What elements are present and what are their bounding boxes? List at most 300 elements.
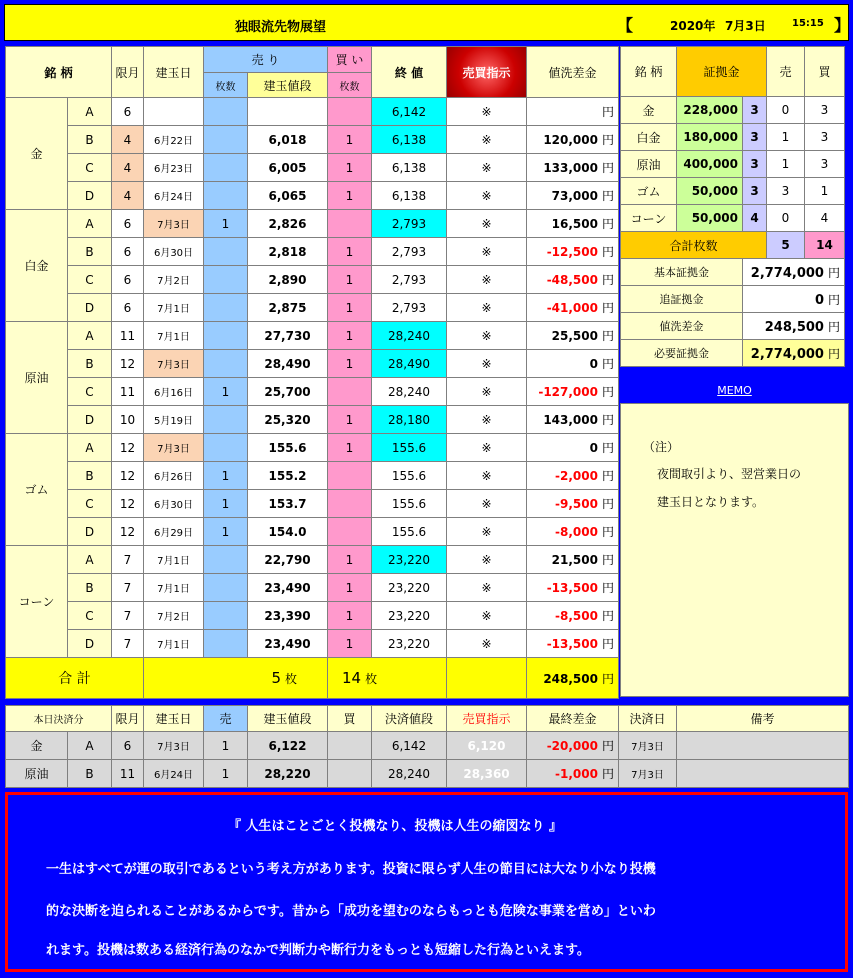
summary-value-unit: 円	[827, 319, 840, 334]
total-row	[6, 658, 619, 699]
summary-value-unit: 円	[827, 292, 840, 307]
row-buy-count: 1	[328, 266, 372, 294]
row-sign: ※	[447, 182, 527, 210]
row-sign: ※	[447, 154, 527, 182]
row-diff	[527, 378, 619, 406]
row-sell-count	[204, 154, 248, 182]
row-month: 12	[112, 490, 144, 518]
margin-total-buy: 14	[805, 232, 845, 259]
row-diff-unit: 円	[601, 357, 614, 371]
margin-sell: 0	[767, 97, 805, 124]
settle-buy	[328, 760, 372, 788]
header-neaarai-sakin: 値洗差金	[527, 47, 619, 98]
settle-header-gengetsu: 限月	[112, 706, 144, 732]
margin-amount: 180,000	[677, 124, 743, 151]
row-diff-unit: 円	[601, 105, 614, 119]
position-row	[6, 294, 619, 322]
row-month: 6	[112, 294, 144, 322]
row-buy-count: 1	[328, 182, 372, 210]
row-sell-count	[204, 406, 248, 434]
row-diff-value: 0	[589, 357, 598, 371]
row-date: 6月16日	[144, 378, 204, 406]
row-close: 6,138	[372, 154, 447, 182]
position-row	[6, 434, 619, 462]
row-letter: B	[68, 350, 112, 378]
row-date: 7月2日	[144, 602, 204, 630]
settle-settle-price: 28,240	[372, 760, 447, 788]
row-sign: ※	[447, 126, 527, 154]
row-close: 2,793	[372, 266, 447, 294]
row-month: 6	[112, 238, 144, 266]
title-bar	[4, 4, 849, 41]
margin-summary-row	[621, 286, 845, 313]
row-sign: ※	[447, 98, 527, 126]
row-diff	[527, 462, 619, 490]
margin-buy: 1	[805, 178, 845, 205]
position-row	[6, 602, 619, 630]
row-date: 7月3日	[144, 350, 204, 378]
settle-header-saishu-sakin: 最終差金	[527, 706, 619, 732]
row-month: 12	[112, 350, 144, 378]
row-price: 23,490	[248, 574, 328, 602]
total-buy	[328, 658, 447, 699]
commodity-name: コーン	[6, 546, 68, 658]
date-day: 7月3日	[725, 19, 766, 33]
settle-header-uri: 売	[204, 706, 248, 732]
row-letter: B	[68, 238, 112, 266]
margin-total-sell: 5	[767, 232, 805, 259]
margin-header-kai: 買	[805, 47, 845, 97]
position-row	[6, 98, 619, 126]
memo-line-1: 夜間取引より、翌営業日の	[657, 467, 802, 481]
margin-name: 金	[621, 97, 677, 124]
row-diff-value: 0	[589, 441, 598, 455]
settle-name: 原油	[6, 760, 68, 788]
margin-buy: 3	[805, 97, 845, 124]
margin-buy: 3	[805, 151, 845, 178]
settle-sell: 1	[204, 732, 248, 760]
row-diff	[527, 98, 619, 126]
margin-name: 原油	[621, 151, 677, 178]
row-month: 12	[112, 462, 144, 490]
row-sign: ※	[447, 322, 527, 350]
row-letter: A	[68, 546, 112, 574]
row-diff-value: -127,000	[538, 385, 598, 399]
row-date: 6月26日	[144, 462, 204, 490]
settle-name: 金	[6, 732, 68, 760]
margin-amount: 50,000	[677, 178, 743, 205]
row-price: 22,790	[248, 546, 328, 574]
row-price: 28,490	[248, 350, 328, 378]
settle-sdate: 7月3日	[619, 760, 677, 788]
header-kai: 買 い	[328, 47, 372, 73]
summary-label: 追証拠金	[621, 286, 743, 313]
row-diff-value: 73,000	[551, 189, 598, 203]
settle-header-kessai-bi: 決済日	[619, 706, 677, 732]
row-diff-value: -8,000	[555, 525, 598, 539]
row-sign: ※	[447, 238, 527, 266]
row-letter: C	[68, 154, 112, 182]
row-diff-unit: 円	[601, 553, 614, 567]
summary-value-unit: 円	[827, 346, 840, 361]
margin-total-label: 合計枚数	[621, 232, 767, 259]
row-month: 6	[112, 98, 144, 126]
margin-n: 4	[743, 205, 767, 232]
quote-line-3: れます。投機は数ある経済行為のなかで判断力や断行力をもっとも短縮した行為といえます。	[46, 943, 590, 958]
position-row	[6, 406, 619, 434]
row-sign: ※	[447, 350, 527, 378]
row-price: 6,005	[248, 154, 328, 182]
row-diff-unit: 円	[601, 637, 614, 651]
row-close: 2,793	[372, 294, 447, 322]
row-price: 153.7	[248, 490, 328, 518]
row-date: 7月1日	[144, 546, 204, 574]
row-month: 4	[112, 154, 144, 182]
settle-price: 6,122	[248, 732, 328, 760]
row-date: 7月2日	[144, 266, 204, 294]
row-sell-count: 1	[204, 210, 248, 238]
memo-link[interactable]: MEMO	[620, 381, 849, 401]
row-close: 28,180	[372, 406, 447, 434]
row-sign: ※	[447, 462, 527, 490]
total-buy-value: 14	[342, 669, 362, 687]
summary-value-number: 248,500	[764, 319, 824, 335]
row-sell-count: 1	[204, 490, 248, 518]
position-row	[6, 322, 619, 350]
row-diff-unit: 円	[601, 581, 614, 595]
row-letter: D	[68, 182, 112, 210]
row-sell-count: 1	[204, 462, 248, 490]
margin-amount: 228,000	[677, 97, 743, 124]
row-close: 155.6	[372, 518, 447, 546]
row-sign: ※	[447, 434, 527, 462]
row-price: 155.2	[248, 462, 328, 490]
row-close: 2,793	[372, 210, 447, 238]
row-letter: C	[68, 378, 112, 406]
row-diff-value: -9,500	[555, 497, 598, 511]
summary-label: 必要証拠金	[621, 340, 743, 367]
position-row	[6, 210, 619, 238]
row-diff-value: 25,500	[551, 329, 598, 343]
row-sell-count	[204, 294, 248, 322]
row-diff	[527, 182, 619, 210]
header-tatedama-nedan: 建玉値段	[248, 73, 328, 98]
row-diff-value: 120,000	[543, 133, 598, 147]
row-letter: B	[68, 574, 112, 602]
position-row	[6, 266, 619, 294]
row-diff-value: 143,000	[543, 413, 598, 427]
position-row	[6, 126, 619, 154]
position-row	[6, 154, 619, 182]
settlement-row	[6, 732, 849, 760]
row-buy-count: 1	[328, 238, 372, 266]
header-tatedama-bi: 建玉日	[144, 47, 204, 98]
settlement-row	[6, 760, 849, 788]
margin-summary-row	[621, 340, 845, 367]
summary-value-number: 2,774,000	[750, 346, 824, 362]
settle-header-kai: 買	[328, 706, 372, 732]
row-date: 7月1日	[144, 294, 204, 322]
header-uri: 売 り	[204, 47, 328, 73]
row-letter: C	[68, 266, 112, 294]
row-close: 28,240	[372, 322, 447, 350]
margin-table	[620, 46, 845, 367]
row-date: 7月3日	[144, 210, 204, 238]
row-diff	[527, 210, 619, 238]
summary-value-unit: 円	[827, 265, 840, 280]
row-price: 6,065	[248, 182, 328, 210]
row-sign: ※	[447, 490, 527, 518]
row-date: 7月3日	[144, 434, 204, 462]
row-diff	[527, 266, 619, 294]
row-diff-unit: 円	[601, 329, 614, 343]
row-diff	[527, 322, 619, 350]
row-sign: ※	[447, 378, 527, 406]
row-sell-count	[204, 350, 248, 378]
settle-settle-price: 6,142	[372, 732, 447, 760]
row-diff	[527, 518, 619, 546]
header-buy-maisu: 枚数	[328, 73, 372, 98]
row-buy-count: 1	[328, 546, 372, 574]
row-price: 2,818	[248, 238, 328, 266]
row-date: 5月19日	[144, 406, 204, 434]
memo-box	[620, 403, 849, 697]
date-year: 2020年	[670, 19, 716, 33]
settle-diff-value: -20,000	[546, 739, 598, 753]
row-buy-count	[328, 210, 372, 238]
row-buy-count: 1	[328, 630, 372, 658]
settle-diff	[527, 760, 619, 788]
row-sell-count	[204, 546, 248, 574]
position-row	[6, 378, 619, 406]
positions-table	[5, 46, 619, 699]
commodity-name: 白金	[6, 210, 68, 322]
position-row	[6, 182, 619, 210]
row-price: 155.6	[248, 434, 328, 462]
row-date: 6月23日	[144, 154, 204, 182]
row-diff-unit: 円	[601, 301, 614, 315]
row-month: 11	[112, 378, 144, 406]
row-price: 2,826	[248, 210, 328, 238]
row-letter: A	[68, 98, 112, 126]
margin-name: ゴム	[621, 178, 677, 205]
settle-date: 7月3日	[144, 732, 204, 760]
row-close: 155.6	[372, 490, 447, 518]
row-diff-value: -12,500	[546, 245, 598, 259]
row-diff-value: -13,500	[546, 581, 598, 595]
settle-buy	[328, 732, 372, 760]
row-date: 6月30日	[144, 490, 204, 518]
row-month: 6	[112, 266, 144, 294]
margin-row	[621, 124, 845, 151]
total-sell-unit: 枚	[284, 672, 297, 686]
row-diff	[527, 602, 619, 630]
row-buy-count	[328, 98, 372, 126]
settle-header-label: 本日決済分	[6, 706, 112, 732]
total-spacer	[447, 658, 527, 699]
row-price: 2,890	[248, 266, 328, 294]
row-price: 23,390	[248, 602, 328, 630]
row-price: 154.0	[248, 518, 328, 546]
date-bracket-close: 】	[834, 16, 851, 35]
row-price: 25,700	[248, 378, 328, 406]
summary-value	[743, 259, 845, 286]
row-buy-count: 1	[328, 350, 372, 378]
row-price: 25,320	[248, 406, 328, 434]
row-sign: ※	[447, 266, 527, 294]
row-sign: ※	[447, 210, 527, 238]
row-buy-count	[328, 518, 372, 546]
row-letter: D	[68, 630, 112, 658]
quote-line-2: 的な決断を迫られることがあるからです。昔から「成功を望むのならもっとも危険な事業を営め」といわ	[46, 904, 656, 919]
settle-sign: 28,360	[447, 760, 527, 788]
row-price: 2,875	[248, 294, 328, 322]
position-row	[6, 518, 619, 546]
row-diff-value: -41,000	[546, 301, 598, 315]
margin-total-row	[621, 232, 845, 259]
row-buy-count: 1	[328, 434, 372, 462]
settle-diff-value: -1,000	[555, 767, 598, 781]
row-letter: B	[68, 462, 112, 490]
row-date	[144, 98, 204, 126]
row-diff-value: 133,000	[543, 161, 598, 175]
summary-value-number: 0	[814, 292, 824, 308]
summary-value-number: 2,774,000	[750, 265, 824, 281]
row-month: 4	[112, 182, 144, 210]
memo-note-label: （注）	[643, 440, 680, 454]
row-diff	[527, 126, 619, 154]
row-sell-count	[204, 126, 248, 154]
settle-header-tatedama-nedan: 建玉値段	[248, 706, 328, 732]
row-buy-count	[328, 462, 372, 490]
row-sign: ※	[447, 574, 527, 602]
summary-value	[743, 340, 845, 367]
row-letter: A	[68, 434, 112, 462]
row-month: 7	[112, 630, 144, 658]
row-diff-unit: 円	[601, 609, 614, 623]
row-letter: C	[68, 602, 112, 630]
margin-n: 3	[743, 151, 767, 178]
row-date: 6月29日	[144, 518, 204, 546]
date-bracket-open: 【	[617, 16, 634, 35]
row-date: 7月1日	[144, 630, 204, 658]
margin-sell: 0	[767, 205, 805, 232]
row-month: 7	[112, 574, 144, 602]
row-diff	[527, 574, 619, 602]
page-title: 独眼流先物展望	[235, 20, 327, 35]
margin-amount: 50,000	[677, 205, 743, 232]
margin-header-meigara: 銘 柄	[621, 47, 677, 97]
total-diff-unit: 円	[601, 671, 614, 686]
margin-buy: 3	[805, 124, 845, 151]
settle-header-biko: 備考	[677, 706, 849, 732]
row-month: 11	[112, 322, 144, 350]
row-date: 7月1日	[144, 322, 204, 350]
row-letter: B	[68, 126, 112, 154]
commodity-name: ゴム	[6, 434, 68, 546]
row-diff-value: 21,500	[551, 553, 598, 567]
row-buy-count	[328, 378, 372, 406]
row-date: 7月1日	[144, 574, 204, 602]
row-diff-unit: 円	[601, 413, 614, 427]
settlement-table	[5, 705, 849, 788]
row-buy-count: 1	[328, 126, 372, 154]
row-price: 23,490	[248, 630, 328, 658]
settle-note	[677, 760, 849, 788]
row-sell-count	[204, 266, 248, 294]
margin-n: 3	[743, 178, 767, 205]
row-diff	[527, 434, 619, 462]
summary-label: 基本証拠金	[621, 259, 743, 286]
settle-sdate: 7月3日	[619, 732, 677, 760]
margin-header-shokokin: 証拠金	[677, 47, 767, 97]
margin-amount: 400,000	[677, 151, 743, 178]
row-buy-count: 1	[328, 574, 372, 602]
margin-name: 白金	[621, 124, 677, 151]
row-diff-unit: 円	[601, 441, 614, 455]
margin-summary-row	[621, 259, 845, 286]
position-row	[6, 238, 619, 266]
row-close: 23,220	[372, 574, 447, 602]
margin-name: コーン	[621, 205, 677, 232]
row-date: 6月30日	[144, 238, 204, 266]
row-letter: A	[68, 322, 112, 350]
row-close: 23,220	[372, 630, 447, 658]
settle-date: 6月24日	[144, 760, 204, 788]
row-diff	[527, 630, 619, 658]
settle-price: 28,220	[248, 760, 328, 788]
position-row	[6, 490, 619, 518]
total-label: 合 計	[6, 658, 144, 699]
row-close: 2,793	[372, 238, 447, 266]
total-sell	[144, 658, 328, 699]
row-close: 6,138	[372, 126, 447, 154]
row-buy-count: 1	[328, 322, 372, 350]
row-sell-count	[204, 98, 248, 126]
position-row	[6, 630, 619, 658]
row-sign: ※	[447, 602, 527, 630]
row-sell-count	[204, 574, 248, 602]
row-sign: ※	[447, 518, 527, 546]
summary-value	[743, 286, 845, 313]
margin-n: 3	[743, 97, 767, 124]
row-month: 10	[112, 406, 144, 434]
row-diff	[527, 238, 619, 266]
row-sell-count: 1	[204, 378, 248, 406]
margin-row	[621, 178, 845, 205]
row-buy-count	[328, 490, 372, 518]
settle-sell: 1	[204, 760, 248, 788]
row-letter: C	[68, 490, 112, 518]
settle-note	[677, 732, 849, 760]
summary-label: 値洗差金	[621, 313, 743, 340]
row-buy-count: 1	[328, 406, 372, 434]
row-sell-count	[204, 322, 248, 350]
row-sell-count	[204, 602, 248, 630]
commodity-name: 金	[6, 98, 68, 210]
row-close: 28,240	[372, 378, 447, 406]
position-row	[6, 546, 619, 574]
row-diff-unit: 円	[601, 161, 614, 175]
settle-letter: A	[68, 732, 112, 760]
row-diff-unit: 円	[601, 497, 614, 511]
position-row	[6, 574, 619, 602]
margin-sell: 1	[767, 151, 805, 178]
settle-month: 11	[112, 760, 144, 788]
total-sell-value: 5	[271, 669, 281, 687]
row-diff	[527, 154, 619, 182]
commodity-name: 原油	[6, 322, 68, 434]
